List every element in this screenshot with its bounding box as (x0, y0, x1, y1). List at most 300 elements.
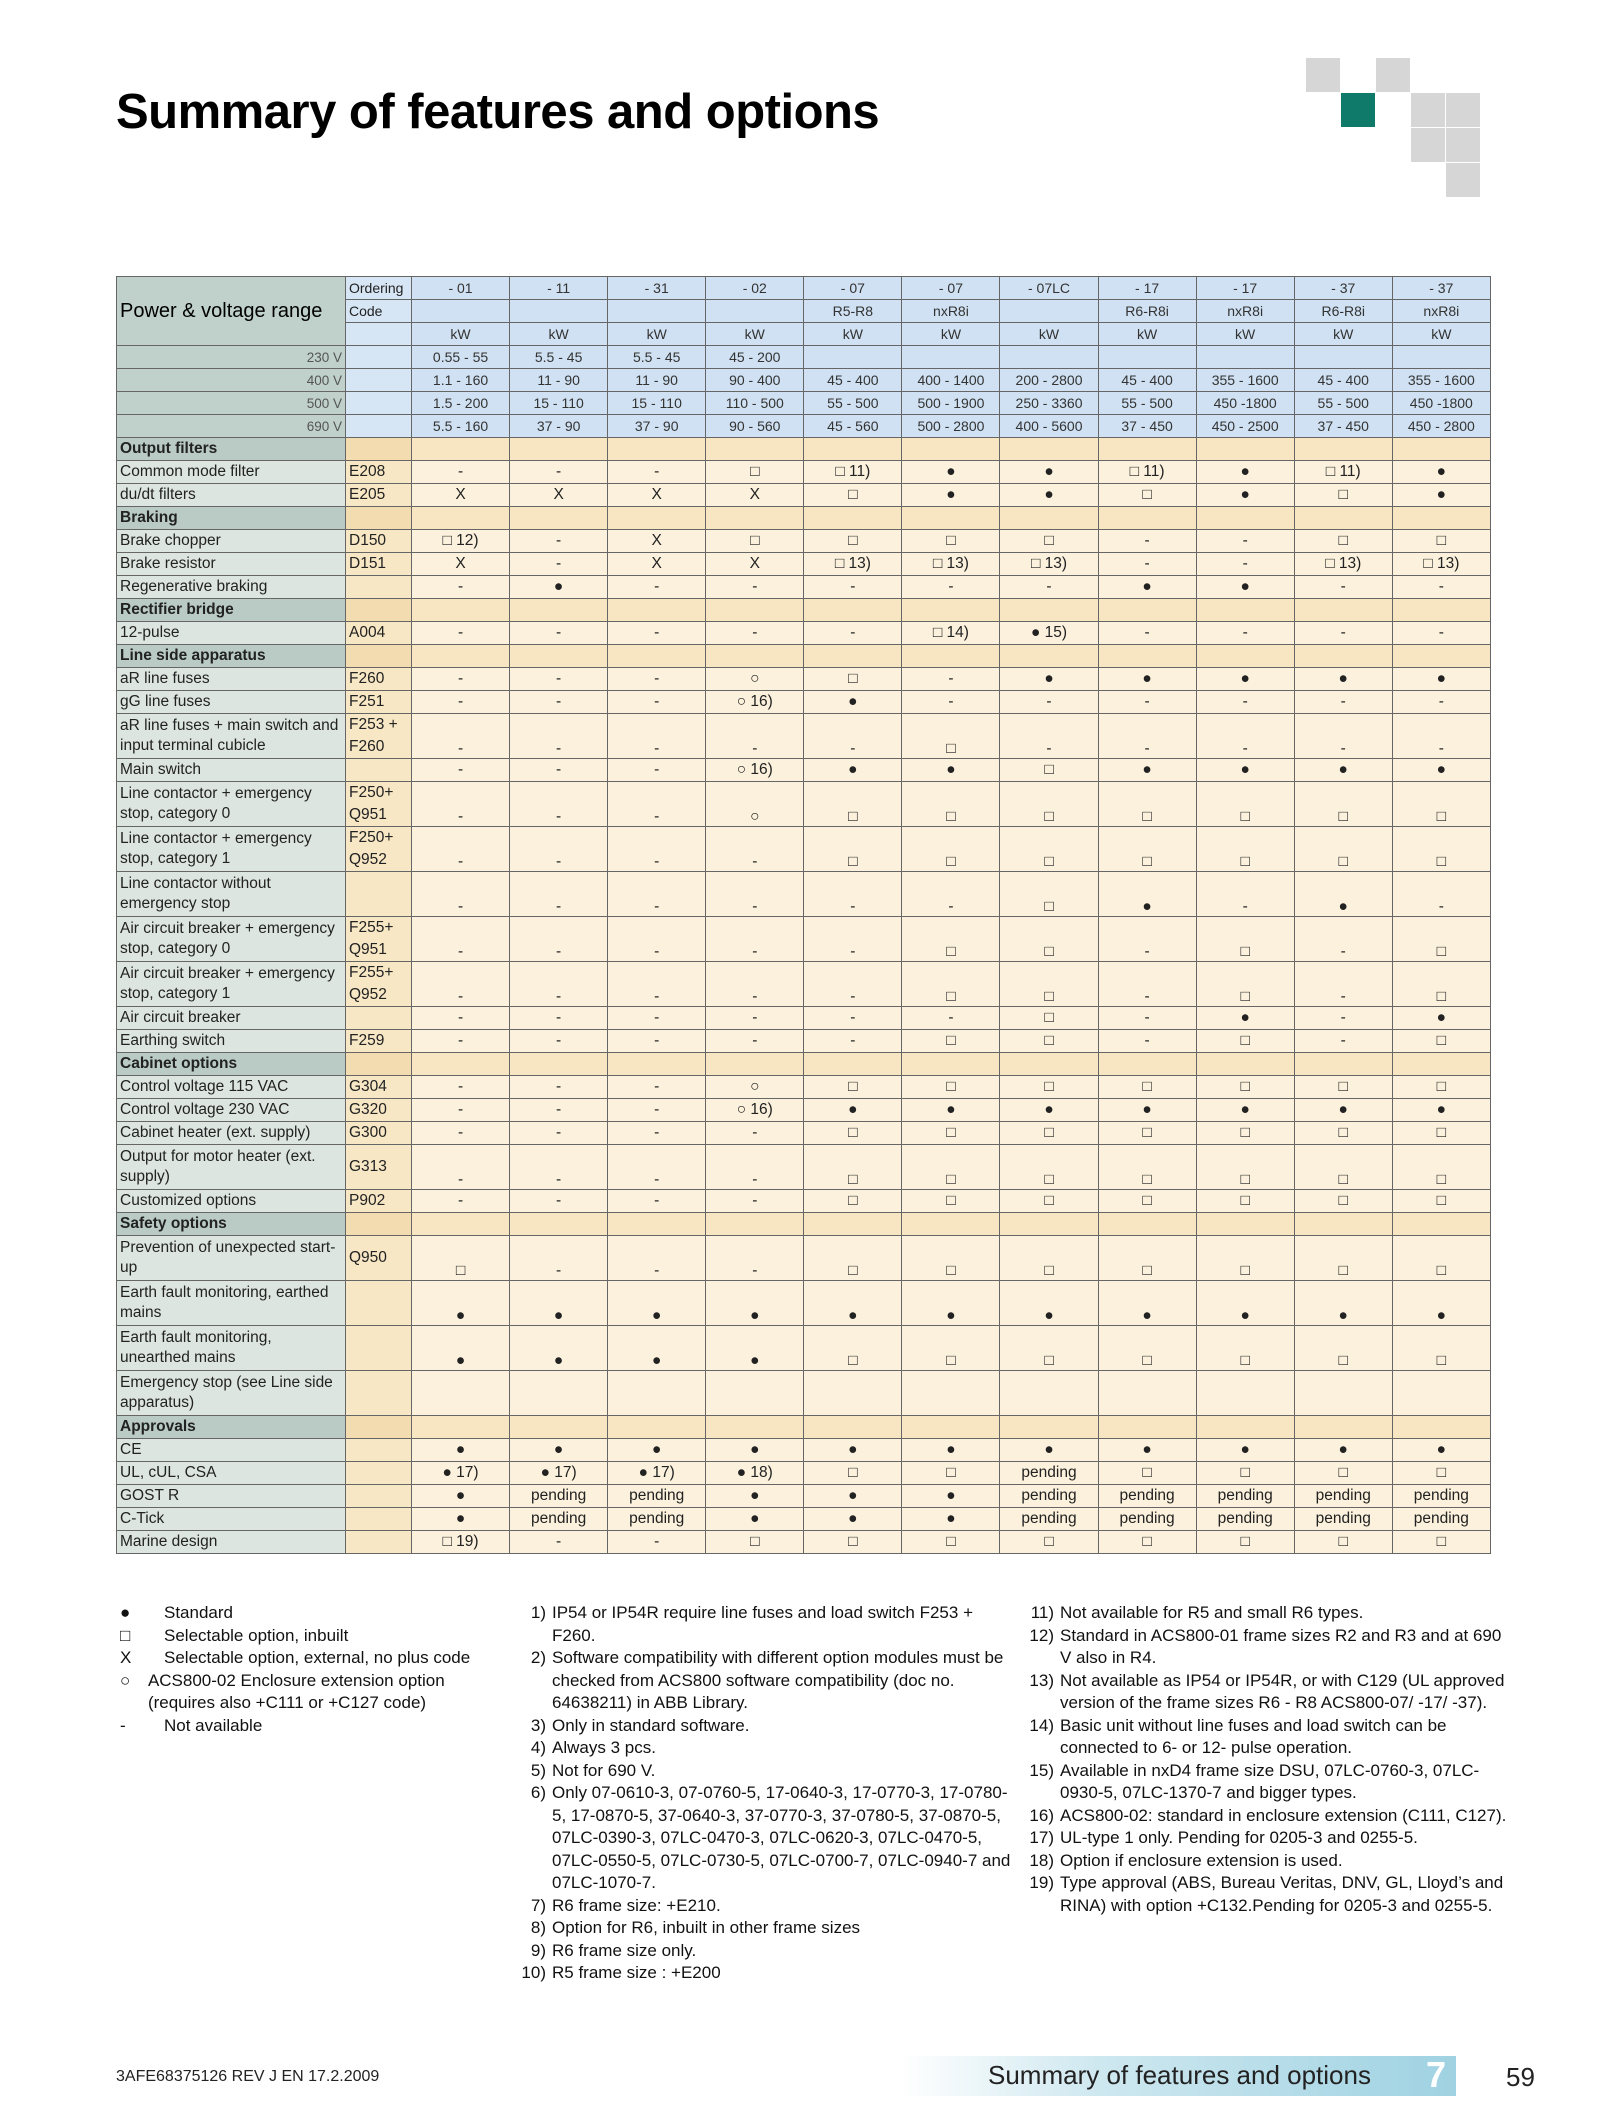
voltage-row (117, 346, 1491, 369)
footnote-number: 1) (530, 1603, 546, 1622)
feature-code (346, 576, 412, 599)
section-cell (412, 1053, 510, 1076)
section-cell (1294, 438, 1392, 461)
feature-row (117, 622, 1491, 645)
feature-row (117, 530, 1491, 553)
power-range-cell (1196, 346, 1294, 369)
section-cell (1098, 645, 1196, 668)
feature-value: □ (1000, 872, 1098, 917)
feature-value: □ (1294, 530, 1392, 553)
feature-value: ● (1098, 1099, 1196, 1122)
power-range-cell: 90 - 560 (706, 415, 804, 438)
feature-code: F253 + F260 (346, 714, 412, 759)
feature-value: - (1196, 714, 1294, 759)
feature-value: ○ 16) (706, 1099, 804, 1122)
feature-value: ● (1000, 1099, 1098, 1122)
feature-value: □ (804, 782, 902, 827)
legend-symbol: X (120, 1648, 132, 1667)
feature-name: Main switch (117, 759, 346, 782)
feature-value: ● (902, 484, 1000, 507)
legend-item (116, 1647, 516, 1670)
feature-value: ● (1098, 1439, 1196, 1462)
feature-value: - (1098, 691, 1196, 714)
feature-row (117, 1030, 1491, 1053)
feature-value: - (804, 917, 902, 962)
feature-code: P902 (346, 1190, 412, 1213)
section-cell (902, 438, 1000, 461)
feature-name: Earthing switch (117, 1030, 346, 1053)
feature-value: ○ 16) (706, 759, 804, 782)
feature-value: - (608, 622, 706, 645)
feature-value: - (706, 827, 804, 872)
feature-code (346, 1281, 412, 1326)
power-range-cell: 355 - 1600 (1196, 369, 1294, 392)
feature-value: ● (1098, 1281, 1196, 1326)
legend-text: Selectable option, inbuilt (164, 1625, 349, 1645)
feature-value: - (608, 759, 706, 782)
power-range-cell (1098, 346, 1196, 369)
feature-value: - (804, 872, 902, 917)
feature-value: □ (1294, 1462, 1392, 1485)
section-code-cell (346, 507, 412, 530)
feature-value: - (608, 1236, 706, 1281)
feature-value: - (1294, 1007, 1392, 1030)
feature-value: - (1098, 622, 1196, 645)
footnote-number: 9) (530, 1940, 546, 1960)
feature-value: □ (1392, 1190, 1490, 1213)
section-cell (412, 645, 510, 668)
column-frame-header: R6-R8i (1294, 300, 1392, 323)
column-unit-header: kW (608, 323, 706, 346)
feature-value: □ (1392, 1326, 1490, 1371)
feature-value: ● (1392, 759, 1490, 782)
footnote-number: 16) (1029, 1805, 1054, 1825)
feature-value: □ (804, 1145, 902, 1190)
footnote-number: 15) (1029, 1760, 1054, 1780)
features-table-body (117, 277, 1491, 1554)
footnote (1026, 1625, 1516, 1670)
feature-name: Brake chopper (117, 530, 346, 553)
feature-value: - (608, 917, 706, 962)
feature-value: ● (412, 1281, 510, 1326)
page-number: 59 (1506, 2062, 1535, 2092)
feature-value: ○ (706, 782, 804, 827)
power-range-cell: 37 - 90 (510, 415, 608, 438)
footnote-number: 4) (530, 1738, 546, 1757)
feature-value: ● (1392, 1099, 1490, 1122)
feature-value: ● (902, 1099, 1000, 1122)
power-range-cell: 55 - 500 (1098, 392, 1196, 415)
footnote-number: 7) (530, 1895, 546, 1915)
feature-value: ● (1098, 872, 1196, 917)
feature-name: C-Tick (117, 1508, 346, 1531)
feature-value: - (902, 576, 1000, 599)
legend-symbol: ○ (120, 1670, 131, 1690)
feature-code (346, 759, 412, 782)
feature-value: ● (1000, 484, 1098, 507)
section-cell (412, 599, 510, 622)
footnote-text: Type approval (ABS, Bureau Veritas, DNV, GL, Lloyd’s and RINA) with option +C132.Pending for 0205-3 and 0255-5. (1060, 1873, 1504, 1915)
feature-name: gG line fuses (117, 691, 346, 714)
feature-value: □ (1294, 1326, 1392, 1371)
feature-value: □ (1392, 782, 1490, 827)
feature-value: ● (706, 1485, 804, 1508)
feature-value: ● (1294, 1281, 1392, 1326)
column-ordering-header: - 31 (608, 277, 706, 300)
power-range-cell (902, 346, 1000, 369)
feature-value: - (1392, 622, 1490, 645)
feature-value: ● (902, 1485, 1000, 1508)
feature-value: □ (804, 1076, 902, 1099)
column-unit-header: kW (902, 323, 1000, 346)
feature-value: pending (1294, 1485, 1392, 1508)
feature-value: ○ 16) (706, 691, 804, 714)
section-cell (706, 1053, 804, 1076)
feature-value: - (804, 962, 902, 1007)
column-frame-header: nxR8i (902, 300, 1000, 323)
power-range-cell: 45 - 400 (804, 369, 902, 392)
feature-value: □ (902, 1531, 1000, 1554)
feature-value: ● (1196, 1439, 1294, 1462)
power-range-cell: 1.5 - 200 (412, 392, 510, 415)
feature-value: □ (1294, 827, 1392, 872)
feature-value: - (510, 917, 608, 962)
feature-value: - (510, 691, 608, 714)
power-range-cell: 1.1 - 160 (412, 369, 510, 392)
section-title: Braking (117, 507, 346, 530)
feature-value: ● (1294, 668, 1392, 691)
feature-row (117, 872, 1491, 917)
feature-value: □ (804, 827, 902, 872)
feature-code (346, 1007, 412, 1030)
feature-value: - (706, 917, 804, 962)
feature-row (117, 1099, 1491, 1122)
feature-value: □ (1000, 962, 1098, 1007)
feature-value: - (804, 622, 902, 645)
feature-value: - (608, 1099, 706, 1122)
footnote-text: R6 frame size only. (552, 1940, 697, 1960)
footnote (518, 1715, 1018, 1738)
feature-value: ● (1392, 484, 1490, 507)
footnote-text: R5 frame size : +E200 (552, 1963, 721, 1982)
feature-value: ● (1196, 461, 1294, 484)
section-cell (804, 438, 902, 461)
section-cell (1294, 507, 1392, 530)
feature-value: □ (902, 1236, 1000, 1281)
feature-value: □ 12) (412, 530, 510, 553)
feature-value: □ (706, 530, 804, 553)
feature-value: - (412, 1145, 510, 1190)
feature-value: ● (412, 1326, 510, 1371)
feature-value: pending (1294, 1508, 1392, 1531)
column-frame-header: nxR8i (1392, 300, 1490, 323)
feature-value: - (510, 714, 608, 759)
feature-value: □ (1000, 1030, 1098, 1053)
column-frame-header: R5-R8 (804, 300, 902, 323)
feature-value: □ (1098, 484, 1196, 507)
feature-row (117, 1326, 1491, 1371)
footnote (1026, 1805, 1516, 1828)
feature-value: □ (1196, 1076, 1294, 1099)
feature-row (117, 576, 1491, 599)
feature-value: ● (902, 1281, 1000, 1326)
section-cell (706, 599, 804, 622)
feature-value: - (1294, 714, 1392, 759)
feature-value (1098, 1371, 1196, 1416)
section-cell (510, 1416, 608, 1439)
footnote (518, 1917, 1018, 1940)
feature-value: - (1000, 691, 1098, 714)
section-row (117, 1416, 1491, 1439)
feature-value: □ (804, 1462, 902, 1485)
feature-name: Line contactor + emergency stop, category 0 (117, 782, 346, 827)
footnotes-column-2 (1026, 1602, 1516, 1917)
feature-name: 12-pulse (117, 622, 346, 645)
feature-value: □ (804, 530, 902, 553)
feature-value (902, 1371, 1000, 1416)
feature-code: F250+ Q951 (346, 782, 412, 827)
feature-code: A004 (346, 622, 412, 645)
footnote (1026, 1872, 1516, 1917)
feature-value: - (510, 553, 608, 576)
section-cell (412, 438, 510, 461)
column-frame-header (608, 300, 706, 323)
feature-value: □ 11) (1098, 461, 1196, 484)
feature-value: ● (1196, 668, 1294, 691)
feature-row (117, 917, 1491, 962)
feature-code: F251 (346, 691, 412, 714)
feature-value: ● 17) (608, 1462, 706, 1485)
feature-value: ● (1196, 1099, 1294, 1122)
feature-value: □ (902, 1462, 1000, 1485)
feature-row (117, 962, 1491, 1007)
feature-value: - (510, 668, 608, 691)
feature-value: - (1098, 917, 1196, 962)
feature-value: ● (510, 1281, 608, 1326)
feature-name: Control voltage 230 VAC (117, 1099, 346, 1122)
power-range-cell: 200 - 2800 (1000, 369, 1098, 392)
footnote (518, 1647, 1018, 1715)
section-cell (608, 438, 706, 461)
feature-value: ● (1294, 1439, 1392, 1462)
feature-value: □ (1294, 782, 1392, 827)
feature-value: □ (902, 827, 1000, 872)
feature-value: - (412, 827, 510, 872)
feature-value: □ (1294, 1236, 1392, 1281)
section-cell (1098, 1053, 1196, 1076)
feature-value: ● (1392, 1439, 1490, 1462)
section-row (117, 599, 1491, 622)
feature-value: □ (1000, 1145, 1098, 1190)
feature-value: ● (1196, 1281, 1294, 1326)
section-cell (902, 1053, 1000, 1076)
feature-name: Marine design (117, 1531, 346, 1554)
feature-value: - (510, 622, 608, 645)
feature-value: - (608, 1076, 706, 1099)
feature-value: - (1294, 917, 1392, 962)
legend-symbol: ● (120, 1603, 131, 1622)
feature-value: ● (510, 1326, 608, 1371)
feature-value: ● (1000, 461, 1098, 484)
feature-value: - (510, 530, 608, 553)
section-cell (706, 438, 804, 461)
footnote-number: 19) (1029, 1873, 1054, 1892)
footnote (1026, 1715, 1516, 1760)
section-cell (902, 645, 1000, 668)
feature-value: □ (902, 1076, 1000, 1099)
feature-name: Prevention of unexpected start-up (117, 1236, 346, 1281)
feature-value: □ (1098, 1236, 1196, 1281)
feature-value: □ (1000, 1326, 1098, 1371)
footnote-text: Standard in ACS800-01 frame sizes R2 and R3 and at 690 V also in R4. (1060, 1625, 1502, 1667)
feature-value: - (706, 622, 804, 645)
feature-value: ● (1196, 576, 1294, 599)
feature-value: pending (608, 1485, 706, 1508)
feature-value: - (902, 691, 1000, 714)
feature-value: ● 15) (1000, 622, 1098, 645)
header-row-ordering (117, 277, 1491, 300)
feature-value: - (412, 872, 510, 917)
feature-code: D150 (346, 530, 412, 553)
section-row (117, 507, 1491, 530)
feature-value: pending (1098, 1508, 1196, 1531)
power-voltage-range-label: Power & voltage range (117, 277, 346, 346)
section-row (117, 1213, 1491, 1236)
footnote-number: 14) (1029, 1715, 1054, 1735)
feature-value: - (608, 576, 706, 599)
feature-value: - (510, 1145, 608, 1190)
feature-value: □ (1196, 1326, 1294, 1371)
footnote (1026, 1827, 1516, 1850)
feature-value: ● (412, 1439, 510, 1462)
section-cell (1000, 1416, 1098, 1439)
feature-value: □ (1392, 1145, 1490, 1190)
footnote-text: Option if enclosure extension is used. (1060, 1850, 1343, 1870)
feature-value: - (804, 576, 902, 599)
feature-row (117, 1508, 1491, 1531)
feature-value: - (1294, 1030, 1392, 1053)
feature-value: ● (1000, 1281, 1098, 1326)
section-cell (1196, 507, 1294, 530)
deco-square (1411, 128, 1445, 162)
feature-name: CE (117, 1439, 346, 1462)
feature-code: G300 (346, 1122, 412, 1145)
feature-value: ● (412, 1485, 510, 1508)
column-unit-header: kW (706, 323, 804, 346)
feature-value: ● (706, 1508, 804, 1531)
column-unit-header: kW (1196, 323, 1294, 346)
feature-value: - (608, 872, 706, 917)
feature-value: ● (902, 1439, 1000, 1462)
feature-value: - (510, 1099, 608, 1122)
feature-value: - (1098, 1007, 1196, 1030)
feature-value: - (706, 714, 804, 759)
section-cell (608, 507, 706, 530)
feature-value: ● (1196, 759, 1294, 782)
section-row (117, 645, 1491, 668)
feature-value: - (1294, 576, 1392, 599)
column-unit-header: kW (1000, 323, 1098, 346)
column-unit-header: kW (1098, 323, 1196, 346)
feature-value: - (412, 1007, 510, 1030)
power-range-cell: 5.5 - 45 (608, 346, 706, 369)
feature-row (117, 1145, 1491, 1190)
feature-value: ○ (706, 1076, 804, 1099)
feature-value: - (412, 917, 510, 962)
feature-value: □ (1392, 1122, 1490, 1145)
power-range-cell: 15 - 110 (608, 392, 706, 415)
section-cell (1196, 438, 1294, 461)
power-range-cell: 55 - 500 (804, 392, 902, 415)
section-cell (510, 1053, 608, 1076)
section-cell (1000, 645, 1098, 668)
feature-value: □ (804, 1122, 902, 1145)
feature-value: □ 13) (1392, 553, 1490, 576)
feature-name: UL, cUL, CSA (117, 1462, 346, 1485)
feature-value: □ (1000, 782, 1098, 827)
deco-square (1446, 93, 1480, 127)
feature-value: □ (1196, 1462, 1294, 1485)
feature-value (1392, 1371, 1490, 1416)
section-cell (1196, 1053, 1294, 1076)
feature-value: - (706, 576, 804, 599)
feature-value: ● 18) (706, 1462, 804, 1485)
power-range-cell: 11 - 90 (510, 369, 608, 392)
column-unit-header: kW (1294, 323, 1392, 346)
feature-value: ● (510, 576, 608, 599)
feature-value: □ (1000, 530, 1098, 553)
feature-value: □ (1098, 1531, 1196, 1554)
column-unit-header: kW (510, 323, 608, 346)
feature-value: □ (1098, 827, 1196, 872)
footnote-text: Not available as IP54 or IP54R, or with C129 (UL approved version of the frame sizes R6 - R8 ACS800-07/ -17/ -37). (1060, 1670, 1505, 1712)
feature-value: □ (1098, 1122, 1196, 1145)
feature-value: ● (608, 1281, 706, 1326)
feature-name: Emergency stop (see Line side apparatus) (117, 1371, 346, 1416)
feature-code: G313 (346, 1145, 412, 1190)
feature-value (608, 1371, 706, 1416)
feature-value: ● (1000, 668, 1098, 691)
feature-value: □ 13) (804, 553, 902, 576)
power-range-cell: 45 - 200 (706, 346, 804, 369)
feature-value: □ (1000, 759, 1098, 782)
section-cell (608, 1213, 706, 1236)
footnote-text: Software compatibility with different option modules must be checked from ACS800 software compatibility (doc no. 64638211) in ABB Library. (552, 1648, 1004, 1712)
voltage-label: 690 V (117, 415, 346, 438)
footnote-text: ACS800-02: standard in enclosure extension (C111, C127). (1060, 1805, 1507, 1825)
feature-value: X (608, 530, 706, 553)
feature-value: □ (902, 1190, 1000, 1213)
feature-value: □ (706, 461, 804, 484)
power-range-cell: 450 - 2500 (1196, 415, 1294, 438)
power-range-cell: 37 - 450 (1294, 415, 1392, 438)
legend-symbol: - (120, 1715, 126, 1735)
feature-name: du/dt filters (117, 484, 346, 507)
feature-name: Line contactor + emergency stop, category 1 (117, 827, 346, 872)
feature-value: □ (804, 484, 902, 507)
section-cell (1392, 1053, 1490, 1076)
feature-value: - (510, 461, 608, 484)
feature-value: - (1098, 714, 1196, 759)
feature-value: - (510, 962, 608, 1007)
voltage-code-cell (346, 392, 412, 415)
feature-value: □ (1196, 827, 1294, 872)
section-code-cell (346, 599, 412, 622)
feature-value: ● (902, 759, 1000, 782)
feature-value: ● (1196, 1007, 1294, 1030)
column-ordering-header: - 37 (1294, 277, 1392, 300)
section-cell (706, 1213, 804, 1236)
